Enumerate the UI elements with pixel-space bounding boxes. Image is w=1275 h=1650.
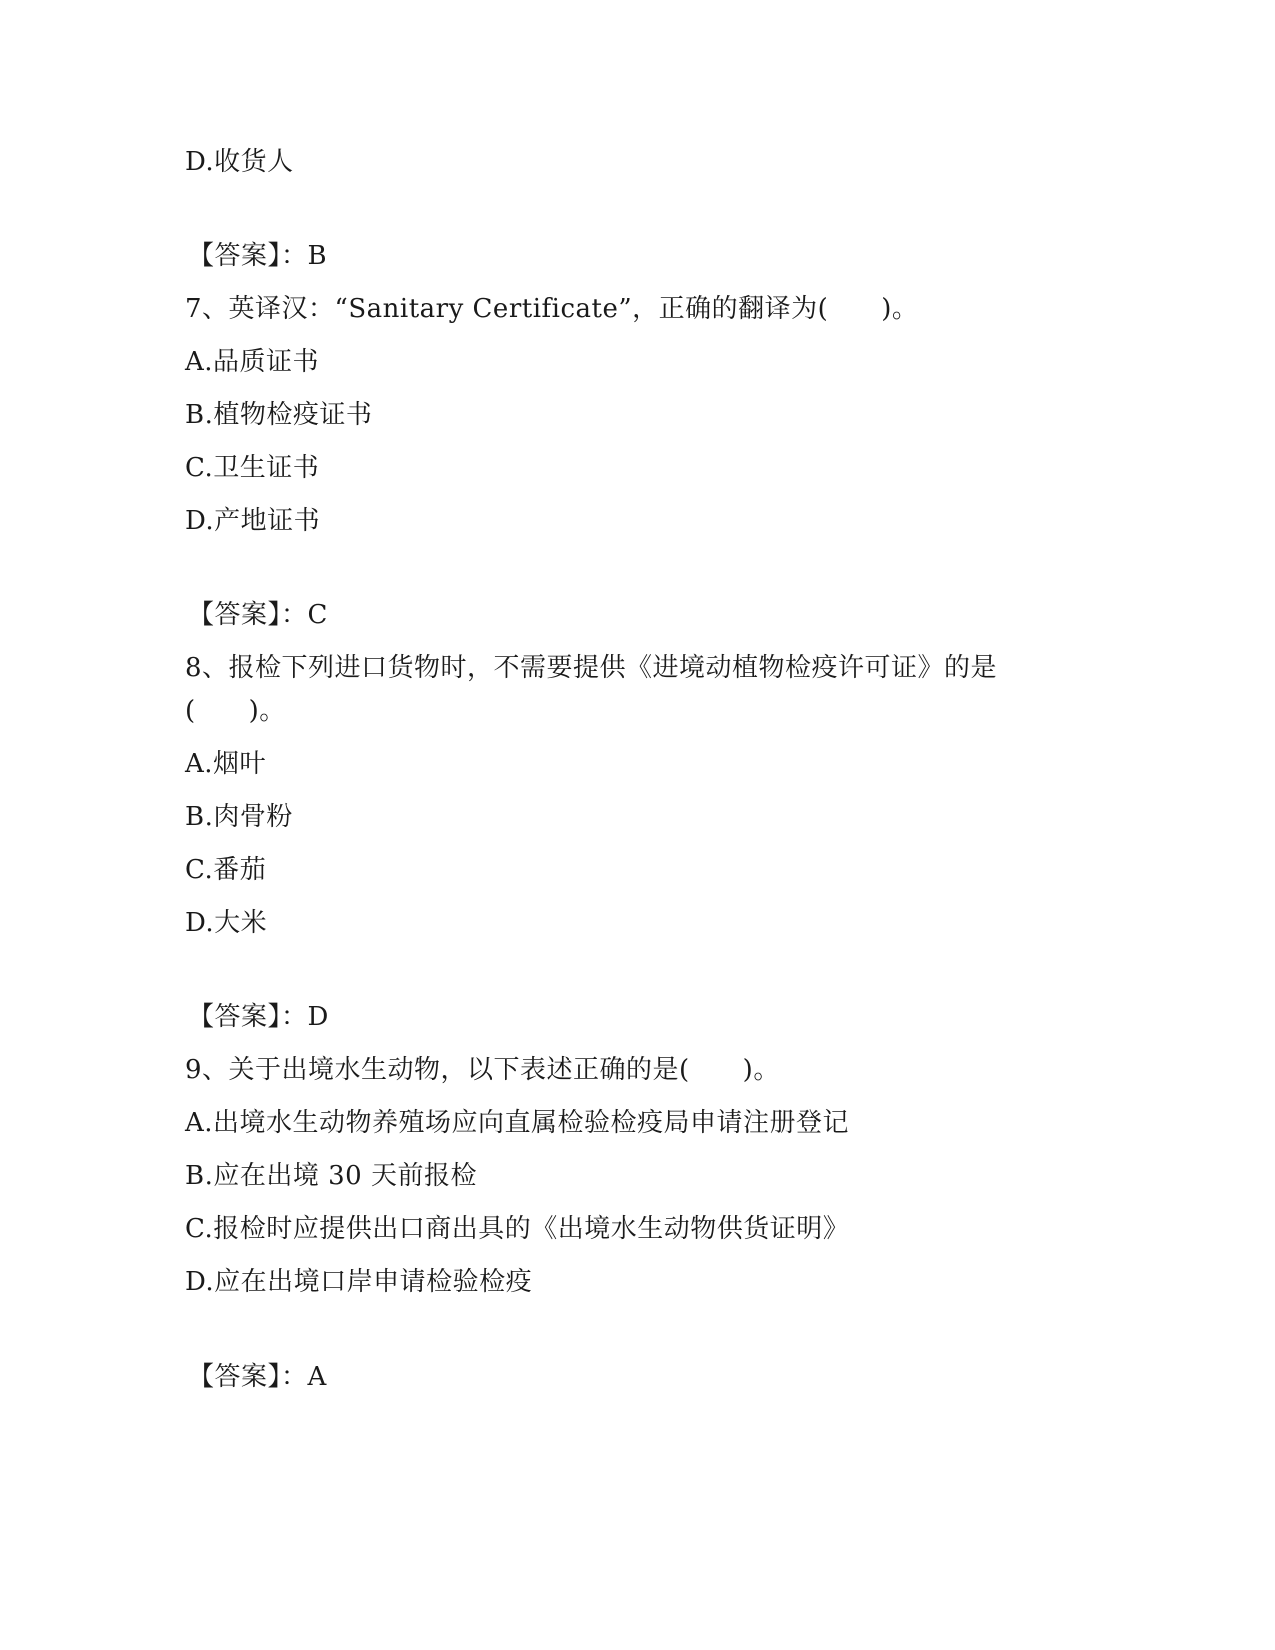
question-7-option-c: C.卫生证书 — [185, 453, 320, 483]
question-9-option-a: A.出境水生动物养殖场应向直属检验检疫局申请注册登记 — [185, 1108, 850, 1138]
question-9-stem: 9、关于出境水生动物，以下表述正确的是( )。 — [185, 1055, 780, 1085]
question-6-option-d: D.收货人 — [185, 147, 294, 177]
question-8-answer: 【答案】：D — [188, 1002, 329, 1032]
question-7-answer: 【答案】：C — [188, 600, 328, 630]
question-9-option-c: C.报检时应提供出口商出具的《出境水生动物供货证明》 — [185, 1214, 850, 1244]
question-6-answer: 【答案】：B — [188, 241, 328, 271]
question-7-option-a: A.品质证书 — [185, 347, 320, 377]
question-8-stem-line-2: ( )。 — [185, 696, 286, 726]
question-8-option-a: A.烟叶 — [185, 749, 267, 779]
question-7-option-d: D.产地证书 — [185, 506, 321, 536]
question-9-option-d: D.应在出境口岸申请检验检疫 — [185, 1267, 533, 1297]
question-8-option-c: C.番茄 — [185, 855, 267, 885]
question-7-option-b: B.植物检疫证书 — [185, 400, 373, 430]
question-9-option-b: B.应在出境 30 天前报检 — [185, 1161, 477, 1191]
question-9-answer: 【答案】：A — [188, 1362, 327, 1392]
question-8-option-d: D.大米 — [185, 908, 268, 938]
question-7-stem: 7、英译汉：“Sanitary Certificate”，正确的翻译为( )。 — [185, 294, 919, 324]
question-8-stem-line-1: 8、报检下列进口货物时，不需要提供《进境动植物检疫许可证》的是 — [185, 653, 998, 683]
question-8-option-b: B.肉骨粉 — [185, 802, 293, 832]
